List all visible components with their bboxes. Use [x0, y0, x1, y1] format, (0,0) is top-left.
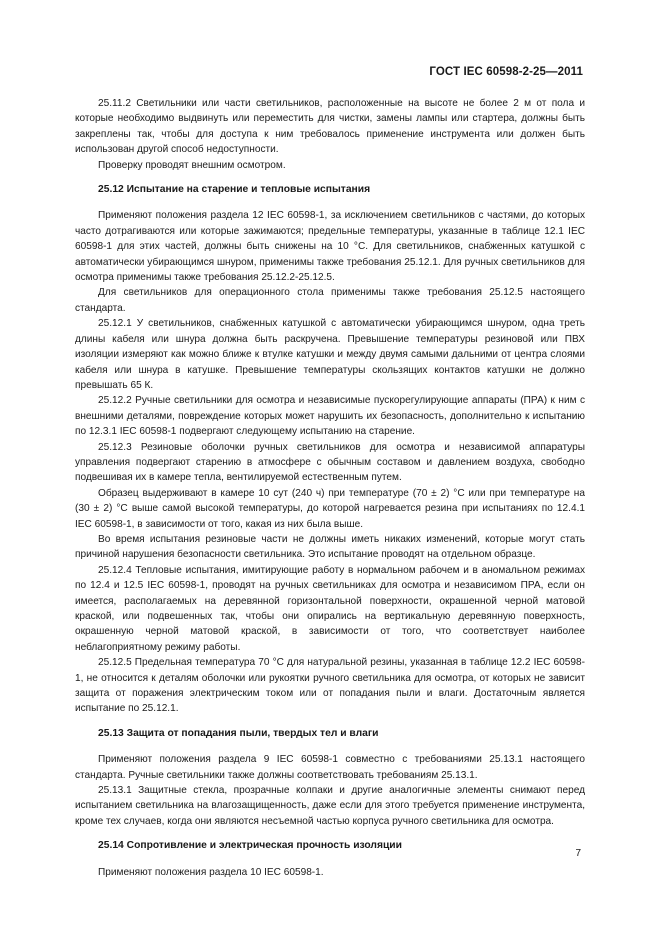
paragraph-sample-conditioning: Образец выдерживают в камере 10 сут (240 ч) при температуре (70 ± 2) °C или при температуре на (30 ± 2) °C выше самой высокой температуры, до которой нагревается резина при испытаниях по 12.4.1 IEC 60598-1, в зависимости от того, какая из них была выше.: [75, 487, 585, 530]
paragraph-25-12-1: 25.12.1 У светильников, снабженных катушкой с автоматически убирающимся шнуром, одна треть длины кабеля или шнура должна быть раскручена. Превышение температуры резиновой или ПВХ изоляции измеряют как можно ближе к втулке катушки и между двумя самыми дальними от центра слоями кабеля или шнура в катушке. Превышение температуры скользящих контактов катушки не должно превышать 65 К.: [75, 318, 585, 391]
paragraph-25-13-1: 25.13.1 Защитные стекла, прозрачные колпаки и другие аналогичные элементы снимают перед испытанием светильника на влагозащищенность, даже если для этого требуется применение инструмента, кроме тех случаев, когда они являются несъемной частью корпуса ручного светильника для осмотра.: [75, 785, 585, 827]
page-number: 7: [575, 848, 581, 859]
paragraph-25-14-intro: Применяют положения раздела 10 IEC 60598-1.: [98, 866, 324, 878]
document-code-header: ГОСТ IEC 60598-2-25—2011: [429, 66, 583, 78]
paragraph-25-12-2: 25.12.2 Ручные светильники для осмотра и независимые пускорегулирующие аппараты (ПРА) к ним с внешними деталями, повреждение которых может нарушить их безопасность, дополнительно к испытанию по 12.3.1 IEC 60598-1 подвергают следующему испытанию на старение.: [75, 395, 585, 438]
paragraph-25-11-2: 25.11.2 Светильники или части светильников, расположенные на высоте не более 2 м от пола и которые необходимо выдвинуть или переместить для чистки, замены лампы или стартера, должны быть закреплены так, чтобы для доступа к ним требовалось применение инструмента или должен быть использован другой способ недоступности.: [75, 98, 585, 156]
section-heading-25-13: 25.13 Защита от попадания пыли, твердых тел и влаги: [98, 727, 379, 739]
section-heading-25-14: 25.14 Сопротивление и электрическая прочность изоляции: [98, 840, 402, 852]
document-body: [75, 96, 585, 880]
paragraph-25-12-intro: Применяют положения раздела 12 IEC 60598-1, за исключением светильников с частями, до которых часто дотрагиваются или которые зажимаются; предельные температуры, указанные в таблице 12.1 IEC 60598-1 для этих частей, должны быть снижены на 10 °C. Для светильников, снабженных катушкой с автоматически убирающимся шнуром, применимы также требования 25.12.1. Для ручных светильников для осмотра применимы также требования 25.12.2-25.12.5.: [75, 210, 585, 284]
paragraph-25-13-intro: Применяют положения раздела 9 IEC 60598-1 совместно с требованиями 25.13.1 настоящего стандарта. Ручные светильники также должны соответствовать требованиям 25.13.1.: [75, 754, 585, 781]
paragraph-25-12-4: 25.12.4 Тепловые испытания, имитирующие работу в нормальном рабочем и в аномальном режимах по 12.4 и 12.5 IEC 60598-1, проводят на ручных светильниках для осмотра и независимом ПРА, если он имеется, располагаемых на деревянной горизонтальной поверхности, окрашенной черной матовой краской, или подвешенных так, чтобы они опирались на вертикальную деревянную поверхность, окрашенную черной матовой краской, в зависимости от того, что соответствует наиболее неблагоприятному режиму работы.: [75, 564, 585, 653]
paragraph-rubber-parts: Во время испытания резиновые части не должны иметь никаких изменений, которые могут стать причиной нарушения безопасности светильника. Это испытание проводят на отдельном образце.: [75, 533, 585, 561]
paragraph-visual-check: Проверку проводят внешним осмотром.: [98, 159, 286, 171]
paragraph-25-12-3: 25.12.3 Резиновые оболочки ручных светильников для осмотра и независимой аппаратуры управления подвергают старению в атмосфере с обычным составом и давлением воздуха, свободно подвешивая их в камере тепла, вентилируемой естественным путем.: [75, 441, 585, 484]
paragraph-25-12-5: 25.12.5 Предельная температура 70 °C для натуральной резины, указанная в таблице 12.2 IEC 60598-1, не относится к деталям оболочки или рукоятки ручного светильника для осмотра, от которых не зависит защита от поражения электрическим током или от попадания пыли и влаги. Достаточным является испытание по 25.12.1.: [75, 657, 585, 715]
section-heading-25-12: 25.12 Испытание на старение и тепловые испытания: [98, 184, 371, 196]
paragraph-operating-table: Для светильников для операционного стола применимы также требования 25.12.5 настоящего стандарта.: [75, 287, 585, 314]
